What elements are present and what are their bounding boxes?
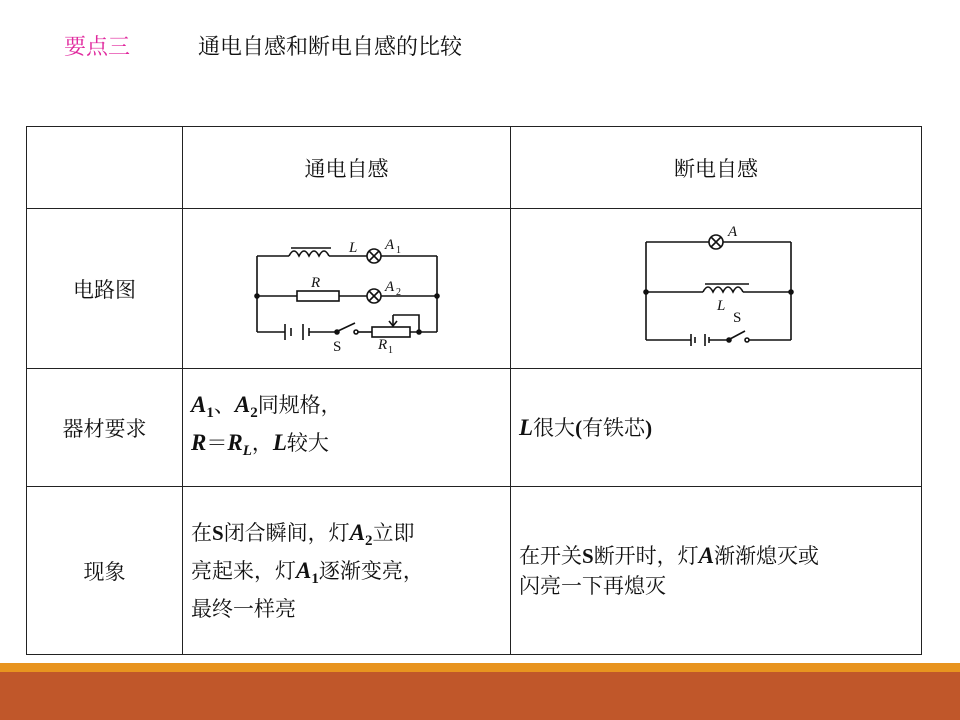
phenomenon-power-off-line2: 闪亮一下再熄灭 bbox=[519, 573, 666, 598]
footer-accent-band bbox=[0, 663, 960, 672]
phenomenon-power-on-line2 bbox=[191, 556, 502, 594]
circuit-diagram-on-cell bbox=[183, 209, 511, 369]
phenomenon-text: 逐渐变亮， bbox=[318, 558, 424, 583]
phenomenon-power-on-line3: 最终一样亮 bbox=[191, 596, 296, 621]
resistor-l-subscript: L bbox=[242, 442, 252, 459]
switch-symbol: S bbox=[212, 520, 224, 545]
paren-close: ) bbox=[645, 415, 653, 440]
lamp-a-symbol: A bbox=[698, 542, 715, 568]
circuit-row-label: 电路图 bbox=[27, 209, 183, 369]
label-lamp-A1: A bbox=[384, 236, 394, 253]
lamp-a2-symbol: A bbox=[234, 391, 251, 417]
phenomenon-power-on-line1 bbox=[191, 518, 502, 556]
header-power-on: 通电自感 bbox=[183, 127, 511, 209]
equipment-text: 有铁芯 bbox=[582, 415, 646, 440]
phenomenon-row-label: 现象 bbox=[27, 487, 183, 655]
resistor-symbol: R bbox=[191, 429, 207, 455]
phenomenon-power-on bbox=[183, 487, 511, 655]
table-header-row bbox=[27, 127, 922, 209]
lamp-a2-subscript: 2 bbox=[365, 532, 373, 549]
separator: 、 bbox=[213, 392, 235, 417]
lamp-a1-symbol: A bbox=[296, 557, 312, 583]
circuit-diagram-off-cell bbox=[511, 209, 922, 369]
slide-heading bbox=[64, 30, 463, 61]
comma: ， bbox=[251, 430, 273, 455]
label-lamp-A: A bbox=[728, 223, 738, 240]
inductor-symbol: L bbox=[272, 429, 287, 455]
circuit-row bbox=[27, 209, 922, 369]
label-resistor-R: R bbox=[310, 274, 320, 291]
label-lamp-A2-sub: 2 bbox=[395, 286, 401, 298]
label-lamp-A2: A bbox=[384, 278, 394, 295]
phenomenon-text: 在开关 bbox=[519, 543, 582, 568]
equipment-row-label: 器材要求 bbox=[27, 369, 183, 487]
footer-band bbox=[0, 672, 960, 720]
equals-sign: ＝ bbox=[206, 430, 228, 455]
lamp-a1-symbol: A bbox=[191, 391, 207, 417]
phenomenon-text: 立即 bbox=[372, 520, 415, 545]
label-inductor-L: L bbox=[348, 239, 357, 256]
heading-title: 通电自感和断电自感的比较 bbox=[198, 35, 463, 60]
equipment-text: 很大 bbox=[533, 415, 576, 440]
lamp-a1-subscript: 1 bbox=[206, 404, 214, 421]
phenomenon-text: 在 bbox=[191, 520, 212, 545]
lamp-a1-subscript: 1 bbox=[311, 570, 319, 587]
lamp-a2-symbol: A bbox=[349, 519, 366, 545]
phenomenon-row bbox=[27, 487, 922, 655]
inductor-symbol: L bbox=[519, 414, 534, 440]
label-switch-S: S bbox=[332, 338, 341, 354]
equipment-text: 较大 bbox=[286, 430, 329, 455]
equipment-power-off bbox=[511, 369, 922, 487]
phenomenon-power-off-line1 bbox=[519, 541, 913, 571]
equipment-row bbox=[27, 369, 922, 487]
label-rheostat-R1-sub: 1 bbox=[387, 344, 393, 354]
equipment-power-on bbox=[183, 369, 511, 487]
phenomenon-text: 断开时，灯 bbox=[593, 543, 699, 568]
switch-symbol: S bbox=[582, 543, 594, 568]
label-switch-S: S bbox=[733, 309, 742, 326]
header-empty-cell bbox=[27, 127, 183, 209]
equipment-text: 同规格， bbox=[257, 392, 342, 417]
header-power-off: 断电自感 bbox=[511, 127, 922, 209]
circuit-diagram-power-off bbox=[621, 224, 811, 354]
equipment-power-on-line1 bbox=[191, 390, 502, 428]
circuit-diagram-power-on bbox=[247, 224, 447, 354]
label-lamp-A1-sub: 1 bbox=[395, 244, 401, 256]
paren-open: ( bbox=[575, 415, 583, 440]
phenomenon-text: 亮起来，灯 bbox=[191, 558, 296, 583]
comparison-table bbox=[26, 126, 922, 655]
label-rheostat-R1: R bbox=[377, 336, 387, 353]
label-inductor-L: L bbox=[717, 297, 726, 314]
heading-tag: 要点三 bbox=[64, 35, 131, 60]
phenomenon-text: 渐渐熄灭或 bbox=[714, 543, 820, 568]
resistor-l-symbol: R bbox=[227, 429, 243, 455]
lamp-a2-subscript: 2 bbox=[250, 404, 258, 421]
phenomenon-text: 闭合瞬间，灯 bbox=[223, 520, 350, 545]
equipment-power-on-line2 bbox=[191, 428, 502, 466]
phenomenon-power-off bbox=[511, 487, 922, 655]
